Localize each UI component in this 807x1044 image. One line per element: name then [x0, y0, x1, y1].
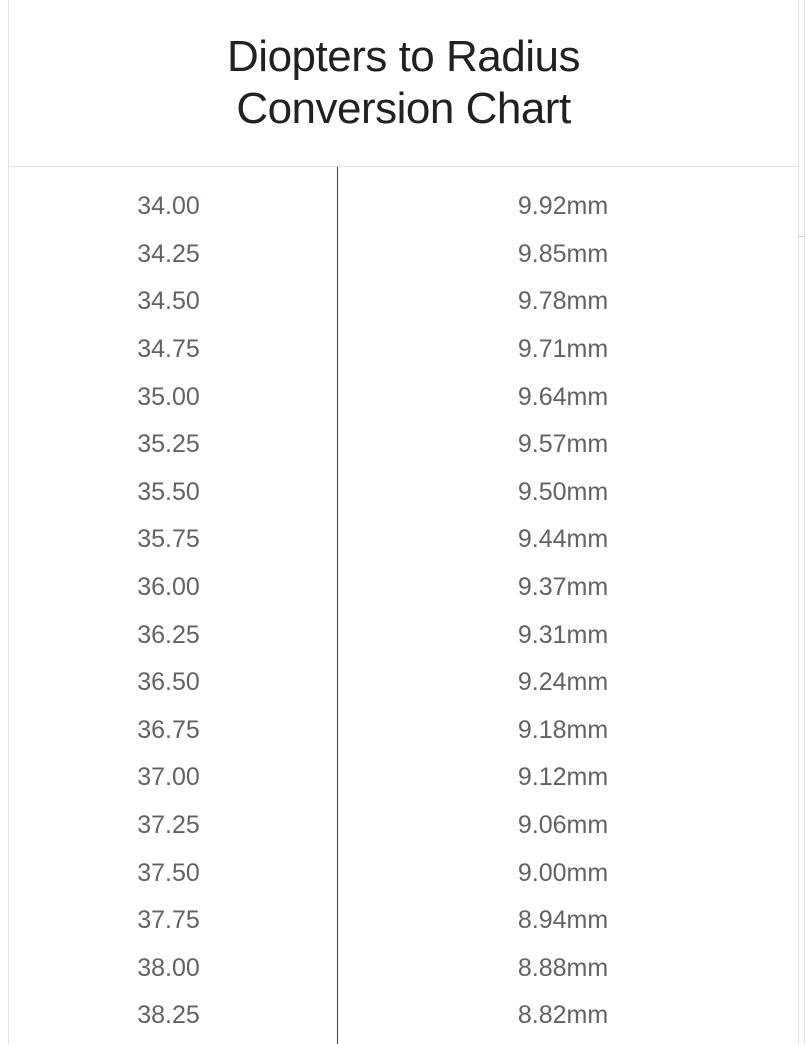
radius-cell: 8.88mm: [517, 953, 609, 982]
table-row: [9, 564, 798, 612]
table-row: [9, 183, 798, 231]
table-row: [9, 754, 798, 802]
page-outer-right-border: [804, 0, 805, 1044]
radius-cell: 9.92mm: [517, 192, 609, 221]
diopters-cell: 36.50: [137, 668, 200, 697]
table-row: [9, 421, 798, 469]
table-row: [9, 659, 798, 707]
table-row: [9, 992, 798, 1040]
conversion-table: [9, 167, 798, 1044]
radius-cell: 9.85mm: [517, 239, 609, 268]
diopters-cell: 38.00: [137, 953, 200, 982]
radius-cell: 9.64mm: [517, 382, 609, 411]
diopters-cell: 38.25: [137, 1001, 200, 1030]
table-row: [9, 802, 798, 850]
radius-cell: 9.78mm: [517, 287, 609, 316]
table-row: [9, 469, 798, 517]
radius-cell: 9.12mm: [517, 763, 609, 792]
diopters-cell: 37.50: [137, 858, 200, 887]
radius-cell: 9.24mm: [517, 668, 609, 697]
table-row: [9, 897, 798, 945]
diopters-cell: 35.00: [137, 382, 200, 411]
radius-cell: 9.00mm: [517, 858, 609, 887]
table-row: [9, 945, 798, 993]
radius-cell: 9.71mm: [517, 335, 609, 364]
diopters-cell: 37.25: [137, 811, 200, 840]
diopters-cell: 34.00: [137, 192, 200, 221]
diopters-cell: 36.25: [137, 620, 200, 649]
table-row: [9, 278, 798, 326]
table-row: [9, 611, 798, 659]
radius-cell: 8.82mm: [517, 1001, 609, 1030]
table-row: [9, 326, 798, 374]
diopters-cell: 35.75: [137, 525, 200, 554]
title-block: [9, 0, 798, 167]
page-right-border: [798, 0, 799, 1044]
diopters-cell: 37.75: [137, 906, 200, 935]
diopters-cell: 35.25: [137, 430, 200, 459]
diopters-cell: 35.50: [137, 477, 200, 506]
table-row: [9, 707, 798, 755]
page-title: Diopters to Radius Conversion Chart: [227, 32, 580, 133]
radius-cell: 8.94mm: [517, 906, 609, 935]
diopters-cell: 37.00: [137, 763, 200, 792]
diopters-cell: 34.75: [137, 335, 200, 364]
radius-cell: 9.37mm: [517, 573, 609, 602]
table-row: [9, 849, 798, 897]
table-row: [9, 516, 798, 564]
page-edge-mark: [798, 236, 804, 237]
radius-cell: 9.06mm: [517, 811, 609, 840]
table-body: [9, 167, 798, 1040]
radius-cell: 9.44mm: [517, 525, 609, 554]
radius-cell: 9.18mm: [517, 715, 609, 744]
diopters-cell: 36.00: [137, 573, 200, 602]
radius-cell: 9.50mm: [517, 477, 609, 506]
table-row: [9, 231, 798, 279]
table-row: [9, 373, 798, 421]
diopters-cell: 36.75: [137, 715, 200, 744]
diopters-cell: 34.25: [137, 239, 200, 268]
radius-cell: 9.31mm: [517, 620, 609, 649]
radius-cell: 9.57mm: [517, 430, 609, 459]
diopters-cell: 34.50: [137, 287, 200, 316]
